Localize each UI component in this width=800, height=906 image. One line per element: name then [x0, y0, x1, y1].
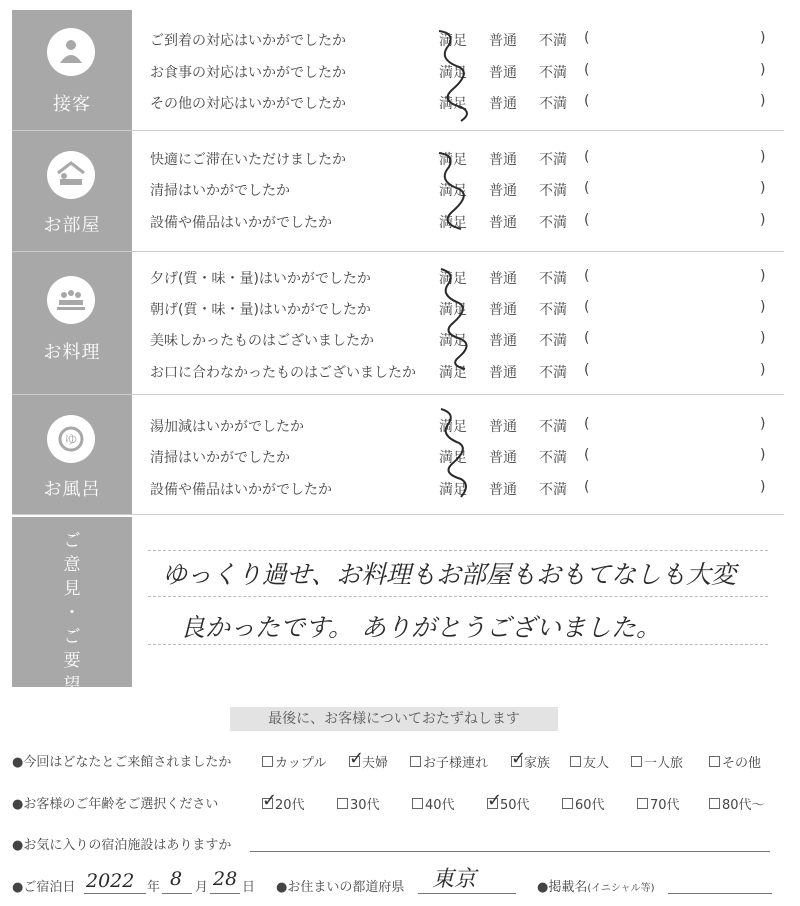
question-text: 夕げ(質・味・量)はいかがでしたか	[150, 271, 371, 287]
comment-paren-open[interactable]: (	[584, 93, 590, 109]
question-favorite: ●お気に入りの宿泊施設はありますか	[12, 838, 232, 853]
check-mark-icon: ✓	[487, 790, 503, 811]
rating-normal[interactable]: 普通	[489, 333, 517, 349]
option-3[interactable]	[487, 790, 530, 813]
checkbox[interactable]	[410, 756, 421, 767]
rating-dissatisfied[interactable]: 不満	[539, 482, 567, 498]
rating-dissatisfied[interactable]: 不満	[539, 65, 567, 81]
comment-paren-close[interactable]: )	[760, 479, 766, 495]
option-label: お子様連れ	[423, 756, 489, 771]
rating-normal[interactable]: 普通	[489, 215, 517, 231]
rating-dissatisfied[interactable]: 不満	[539, 96, 567, 112]
rating-normal[interactable]: 普通	[489, 450, 517, 466]
date-year: 2022	[86, 870, 135, 892]
question-text: 清掃はいかがでしたか	[150, 450, 290, 466]
option-4[interactable]	[570, 752, 609, 771]
checkbox[interactable]	[562, 798, 573, 809]
rating-dissatisfied[interactable]: 不満	[539, 419, 567, 435]
option-2[interactable]	[412, 794, 455, 813]
section-comments	[12, 517, 784, 695]
checkbox[interactable]	[511, 748, 527, 769]
section-label: お料理	[43, 342, 101, 363]
comment-paren-open[interactable]: (	[584, 62, 590, 78]
rating-normal[interactable]: 普通	[489, 183, 517, 199]
rating-satisfied[interactable]: 満足	[439, 333, 467, 349]
section-label: お風呂	[43, 479, 101, 500]
comment-paren-open[interactable]: (	[584, 30, 590, 46]
rating-satisfied[interactable]: 満足	[439, 482, 467, 498]
comments-label: ご 意 見 ・ ご 要 望	[63, 531, 81, 695]
comment-paren-open[interactable]: (	[584, 416, 590, 432]
option-label: 20代	[275, 798, 305, 813]
comment-paren-open[interactable]: (	[584, 180, 590, 196]
month-line	[162, 893, 192, 894]
checkbox[interactable]	[349, 748, 365, 769]
day-unit: 日	[242, 880, 256, 895]
rating-satisfied[interactable]: 満足	[439, 183, 467, 199]
section-sidebar	[12, 131, 132, 251]
checkbox[interactable]	[487, 790, 503, 811]
date-month: 8	[170, 868, 183, 890]
option-1[interactable]	[349, 748, 389, 771]
section-room	[12, 131, 784, 252]
rating-dissatisfied[interactable]: 不満	[539, 215, 567, 231]
question-name: ●掲載名(イニシャル等)	[537, 880, 655, 895]
comment-paren-open[interactable]: (	[584, 447, 590, 463]
option-0[interactable]	[262, 790, 305, 813]
section-label: お部屋	[43, 215, 101, 236]
question-text: ご到着の対応はいかがでしたか	[150, 33, 346, 49]
rating-satisfied[interactable]: 満足	[439, 96, 467, 112]
option-6[interactable]	[709, 794, 765, 813]
day-line	[210, 893, 240, 894]
year-unit: 年	[147, 880, 161, 895]
question-date: ●ご宿泊日	[12, 880, 76, 895]
option-0[interactable]	[262, 752, 326, 771]
comment-line-1: ゆっくり過せ、お料理もお部屋もおもてなしも大変	[162, 560, 737, 589]
checkbox[interactable]	[412, 798, 423, 809]
comment-paren-close[interactable]: )	[760, 268, 766, 284]
comment-paren-open[interactable]: (	[584, 299, 590, 315]
option-label: 家族	[524, 756, 551, 771]
question-text: 湯加減はいかがでしたか	[150, 419, 304, 435]
comment-paren-close[interactable]: )	[760, 362, 766, 378]
option-4[interactable]	[562, 794, 605, 813]
rating-dissatisfied[interactable]: 不満	[539, 271, 567, 287]
handwritten-marks	[425, 25, 475, 505]
rating-normal[interactable]: 普通	[489, 65, 517, 81]
rating-dissatisfied[interactable]: 不満	[539, 152, 567, 168]
option-label: 一人旅	[644, 756, 684, 771]
rating-dissatisfied[interactable]: 不満	[539, 302, 567, 318]
rating-satisfied[interactable]: 満足	[439, 152, 467, 168]
rating-normal[interactable]: 普通	[489, 33, 517, 49]
rating-satisfied[interactable]: 満足	[439, 65, 467, 81]
rating-dissatisfied[interactable]: 不満	[539, 183, 567, 199]
option-2[interactable]	[410, 752, 488, 771]
rating-dissatisfied[interactable]: 不満	[539, 333, 567, 349]
rating-normal[interactable]: 普通	[489, 419, 517, 435]
section-sidebar	[12, 10, 132, 130]
comment-paren-close[interactable]: )	[760, 299, 766, 315]
option-label: 70代	[650, 798, 680, 813]
option-label: 80代〜	[722, 798, 765, 813]
year-line	[84, 893, 146, 894]
rating-satisfied[interactable]: 満足	[439, 450, 467, 466]
question-visit: ●今回はどなたとご来館されましたか	[12, 755, 232, 770]
person-serving-icon	[47, 28, 95, 76]
comment-paren-close[interactable]: )	[760, 149, 766, 165]
option-label: 50代	[500, 798, 530, 813]
ruled-line	[148, 596, 768, 597]
house-bed-icon	[47, 151, 95, 199]
rating-satisfied[interactable]: 満足	[439, 33, 467, 49]
section-label: 接客	[53, 94, 91, 115]
option-label: カップル	[275, 756, 327, 771]
rating-satisfied[interactable]: 満足	[439, 419, 467, 435]
date-day: 28	[213, 868, 238, 890]
question-text: 設備や備品はいかがでしたか	[150, 215, 332, 231]
comment-line-2: 良かったです。 ありがとうございました。	[180, 613, 661, 642]
question-text: お口に合わなかったものはございましたか	[150, 365, 416, 381]
comment-paren-close[interactable]: )	[760, 62, 766, 78]
check-mark-icon: ✓	[511, 748, 527, 769]
checkbox[interactable]	[631, 756, 642, 767]
comment-paren-open[interactable]: (	[584, 330, 590, 346]
rating-dissatisfied[interactable]: 不満	[539, 33, 567, 49]
checkbox[interactable]	[262, 790, 278, 811]
prefecture-value: 東京	[432, 867, 477, 892]
check-mark-icon: ✓	[349, 748, 365, 769]
question-text: 清掃はいかがでしたか	[150, 183, 290, 199]
option-label: 60代	[575, 798, 605, 813]
rating-normal[interactable]: 普通	[489, 302, 517, 318]
question-text: 朝げ(質・味・量)はいかがでしたか	[150, 302, 371, 318]
rating-dissatisfied[interactable]: 不満	[539, 365, 567, 381]
rating-satisfied[interactable]: 満足	[439, 215, 467, 231]
comment-paren-close[interactable]: )	[760, 447, 766, 463]
ruled-line	[148, 550, 768, 551]
checkbox[interactable]	[262, 756, 273, 767]
comment-paren-close[interactable]: )	[760, 212, 766, 228]
check-mark-icon: ✓	[262, 790, 278, 811]
comment-paren-close[interactable]: )	[760, 93, 766, 109]
section-sidebar	[12, 395, 132, 514]
comment-paren-close[interactable]: )	[760, 330, 766, 346]
name-line	[668, 893, 772, 894]
checkbox[interactable]	[570, 756, 581, 767]
section-bath	[12, 395, 784, 515]
checkbox[interactable]	[337, 798, 348, 809]
option-label: 30代	[350, 798, 380, 813]
question-prefecture: ●お住まいの都道府県	[276, 880, 405, 895]
comment-paren-close[interactable]: )	[760, 180, 766, 196]
rating-satisfied[interactable]: 満足	[439, 271, 467, 287]
option-label: 夫婦	[362, 756, 389, 771]
option-5[interactable]	[631, 752, 683, 771]
rating-satisfied[interactable]: 満足	[439, 365, 467, 381]
comment-paren-open[interactable]: (	[584, 212, 590, 228]
question-age: ●お客様のご年齢をご選択ください	[12, 797, 219, 812]
option-label: その他	[722, 756, 762, 771]
food-platter-icon	[47, 276, 95, 324]
option-label: 友人	[583, 756, 610, 771]
final-banner: 最後に、お客様についておたずねします	[230, 707, 558, 731]
comment-paren-close[interactable]: )	[760, 416, 766, 432]
rating-normal[interactable]: 普通	[489, 365, 517, 381]
question-text: お食事の対応はいかがでしたか	[150, 65, 346, 81]
checkbox[interactable]	[637, 798, 648, 809]
comment-paren-open[interactable]: (	[584, 479, 590, 495]
question-text: 快適にご滞在いただけましたか	[150, 152, 346, 168]
name-note: (イニシャル等)	[587, 883, 655, 894]
comment-paren-close[interactable]: )	[760, 30, 766, 46]
month-unit: 月	[195, 880, 209, 895]
question-text: 設備や備品はいかがでしたか	[150, 482, 332, 498]
comment-paren-open[interactable]: (	[584, 149, 590, 165]
rating-dissatisfied[interactable]: 不満	[539, 450, 567, 466]
option-3[interactable]	[511, 748, 551, 771]
rating-satisfied[interactable]: 満足	[439, 302, 467, 318]
prefecture-line	[418, 893, 516, 894]
section-sidebar	[12, 252, 132, 394]
option-6[interactable]	[709, 752, 761, 771]
option-1[interactable]	[337, 794, 380, 813]
svg-text:ゆ: ゆ	[64, 433, 78, 448]
option-label: 40代	[425, 798, 455, 813]
section-service	[12, 10, 784, 131]
rating-normal[interactable]: 普通	[489, 96, 517, 112]
ruled-line	[148, 644, 768, 645]
favorite-answer-line	[250, 851, 770, 852]
section-sidebar	[12, 517, 132, 695]
comment-paren-open[interactable]: (	[584, 268, 590, 284]
hot-spring-yu-icon	[47, 415, 95, 463]
checkbox[interactable]	[709, 798, 720, 809]
comment-paren-open[interactable]: (	[584, 362, 590, 378]
question-text: 美味しかったものはございましたか	[150, 333, 374, 349]
rating-normal[interactable]: 普通	[489, 482, 517, 498]
option-5[interactable]	[637, 794, 680, 813]
rating-normal[interactable]: 普通	[489, 271, 517, 287]
question-text: その他の対応はいかがでしたか	[150, 96, 346, 112]
rating-normal[interactable]: 普通	[489, 152, 517, 168]
checkbox[interactable]	[709, 756, 720, 767]
